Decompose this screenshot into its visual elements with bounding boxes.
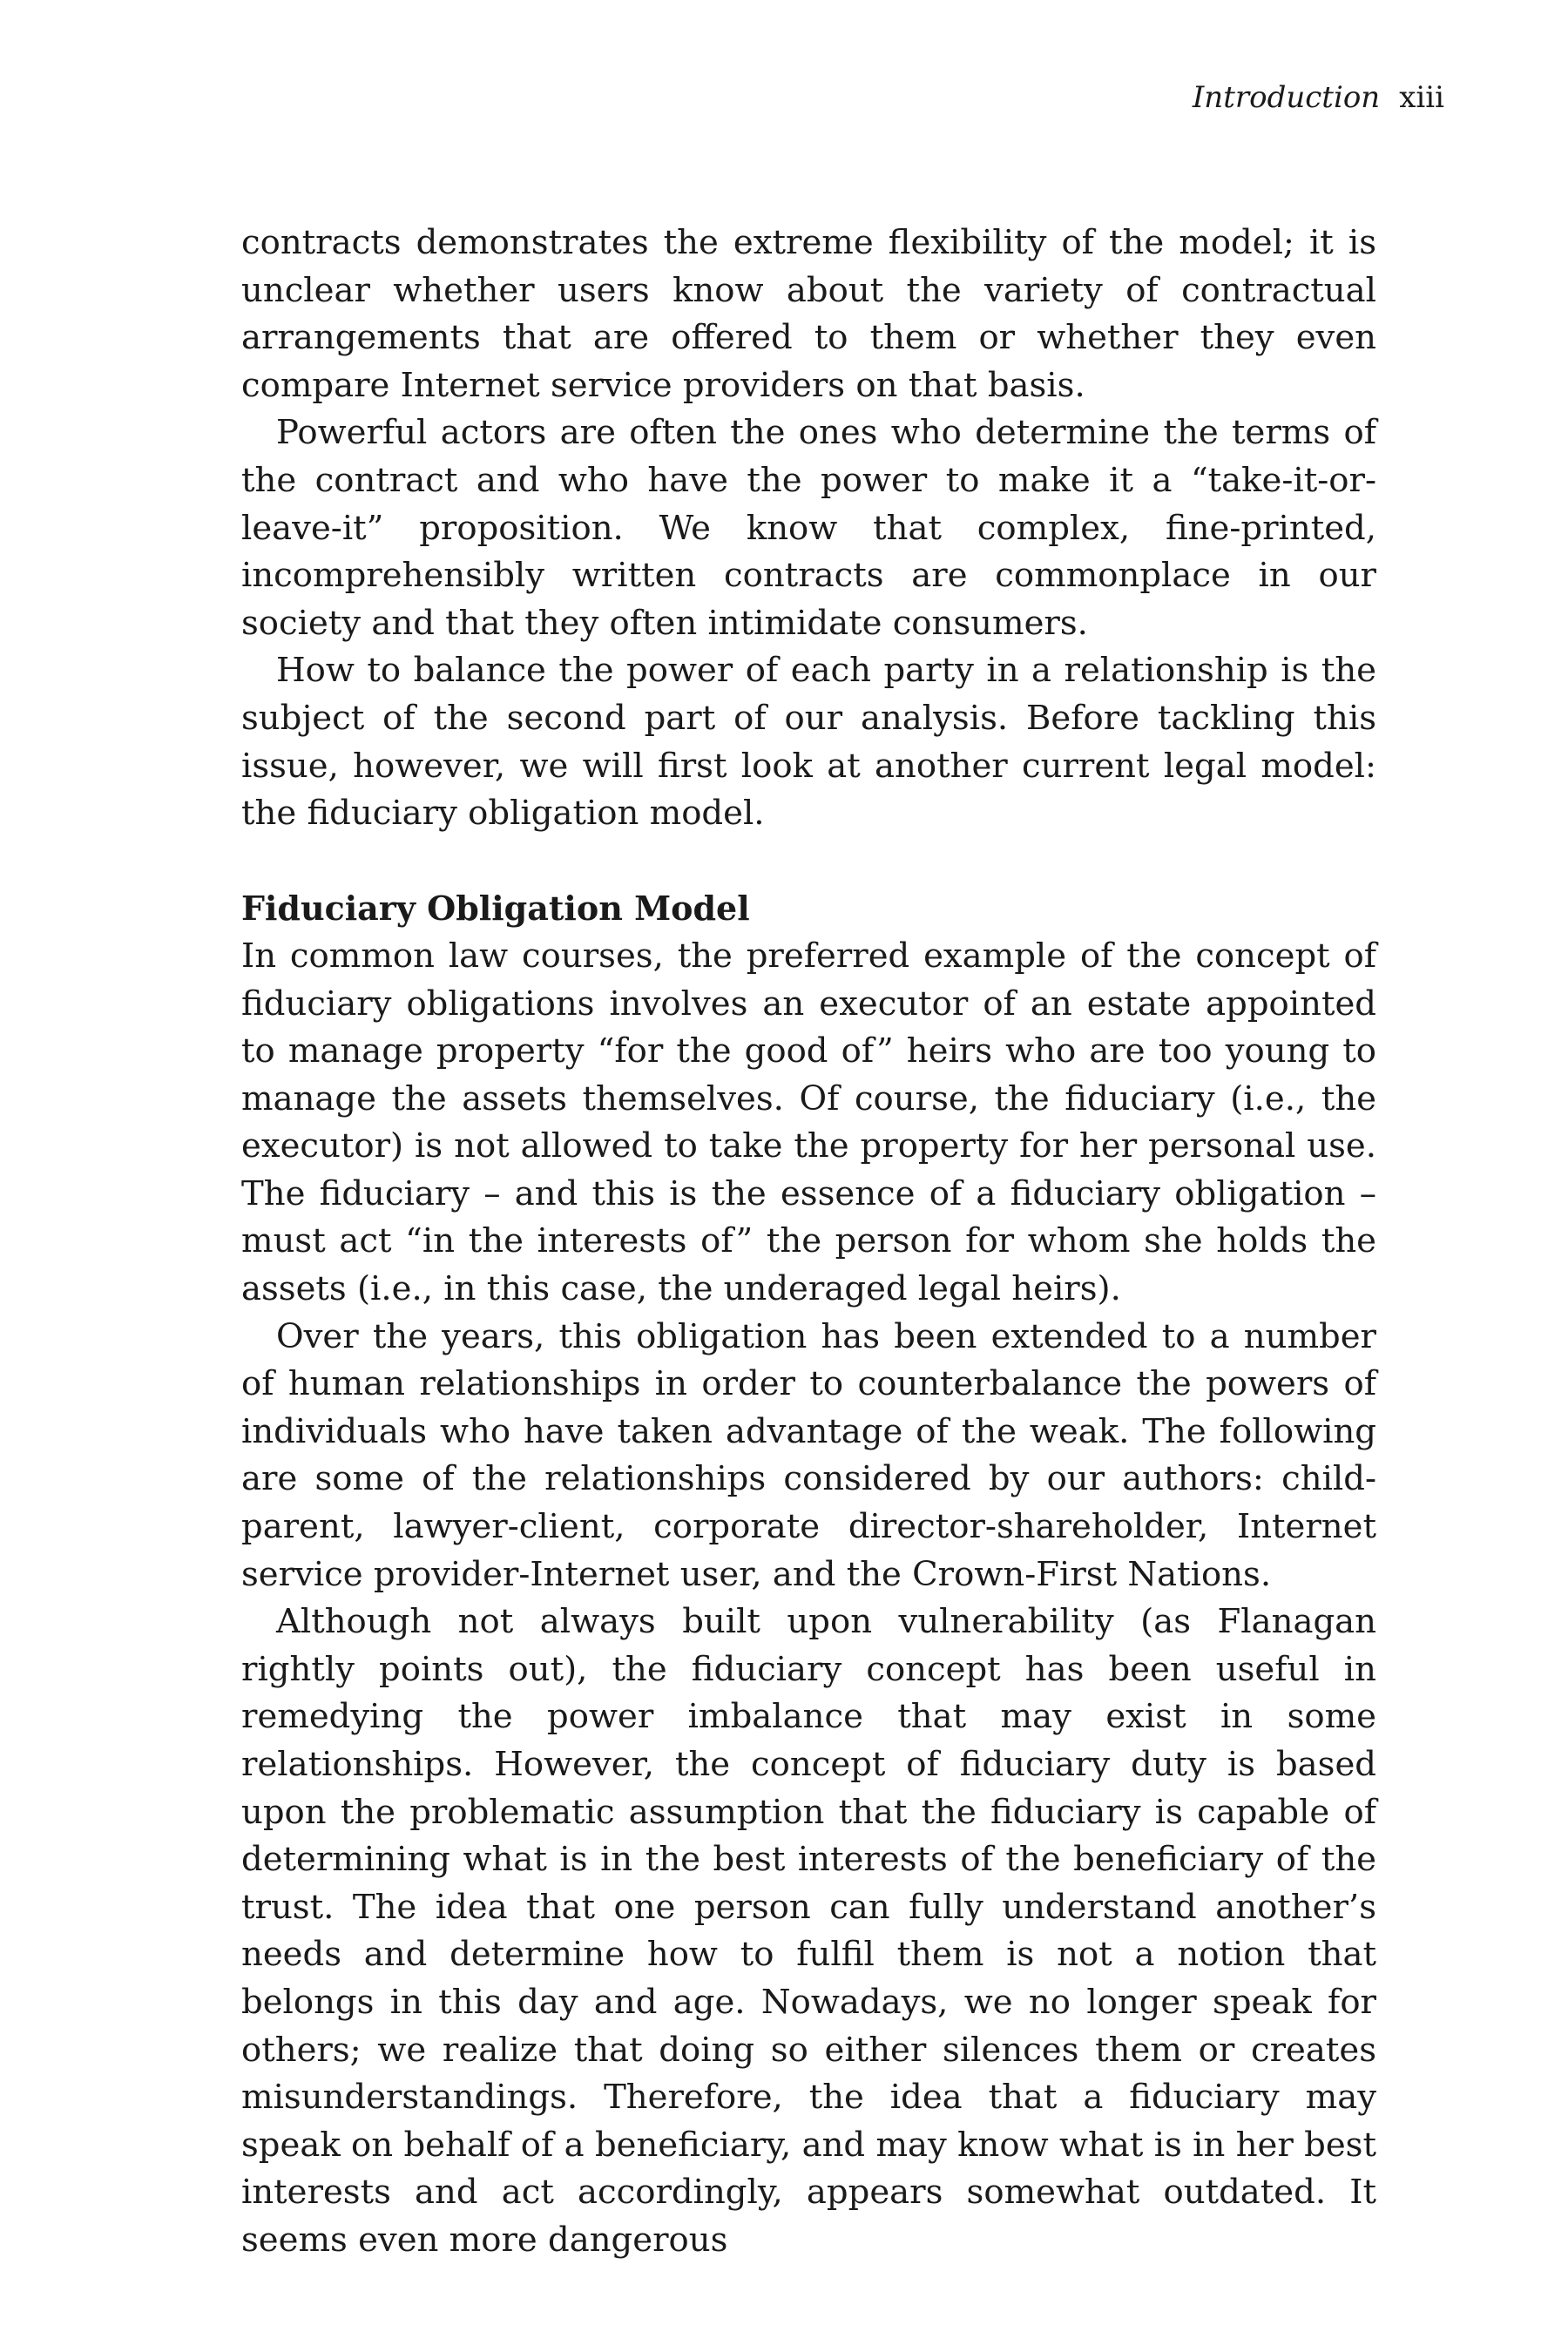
running-head <box>1193 80 1444 115</box>
page-number: xiii <box>1399 80 1444 115</box>
paragraph-4: In common law courses, the preferred example of the concept of fiduciary obligations involves an executor of an estate appointed to manage property “for the good of” heirs who are too young to manage the assets themselves. Of course, the fiduciary (i.e., the executor) is not allowed to take the property for her personal use. The fiduciary – and this is the essence of a fiduciary obligation – must act “in the interests of” the person for whom she holds the assets (i.e., in this case, the underaged legal heirs). <box>241 936 1376 1309</box>
section-heading: Fiduciary Obligation Model <box>241 889 750 929</box>
paragraph-3: How to balance the power of each party in a relationship is the subject of the second part of our analysis. Before tackling this issue, however, we will first look at another current legal model: the fiduciary obligation model. <box>241 651 1376 834</box>
running-head-section-title: Introduction <box>1192 80 1381 115</box>
paragraph-2: Powerful actors are often the ones who determine the terms of the contract and who have the power to make it a “take-it-or-leave-it” proposition. We know that complex, fine-printed, incomprehensibly written contracts are commonplace in our society and that they often intimidate consumers. <box>241 413 1376 643</box>
paragraph-5: Over the years, this obligation has been extended to a number of human relationships in order to counterbalance the powers of individuals who have taken advantage of the weak. The following are some of the relationships considered by our authors: child-parent, lawyer-client, corporate director-shareholder, Internet service provider-Internet user, and the Crown-First Nations. <box>241 1316 1376 1594</box>
paragraph-6: Although not always built upon vulnerability (as Flanagan rightly points out), the fiduciary concept has been useful in remedying the power imbalance that may exist in some relationships. However, the concept of fiduciary duty is based upon the problematic assumption that the fiduciary is capable of determining what is in the best interests of the beneficiary of the trust. The idea that one person can fully understand another’s needs and determine how to fulfil them is not a notion that belongs in this day and age. Nowadays, we no longer speak for others; we realize that doing so either silences them or creates misunderstandings. Therefore, the idea that a fiduciary may speak on behalf of a beneficiary, and may know what is in her best interests and act accordingly, appears somewhat outdated. It seems even more dangerous <box>241 1602 1376 2260</box>
page-body <box>241 220 1376 2265</box>
paragraph-1: contracts demonstrates the extreme flexibility of the model; it is unclear whether users know about the variety of contractual arrangements that are offered to them or whether they even compare Internet service providers on that basis. <box>241 223 1376 405</box>
